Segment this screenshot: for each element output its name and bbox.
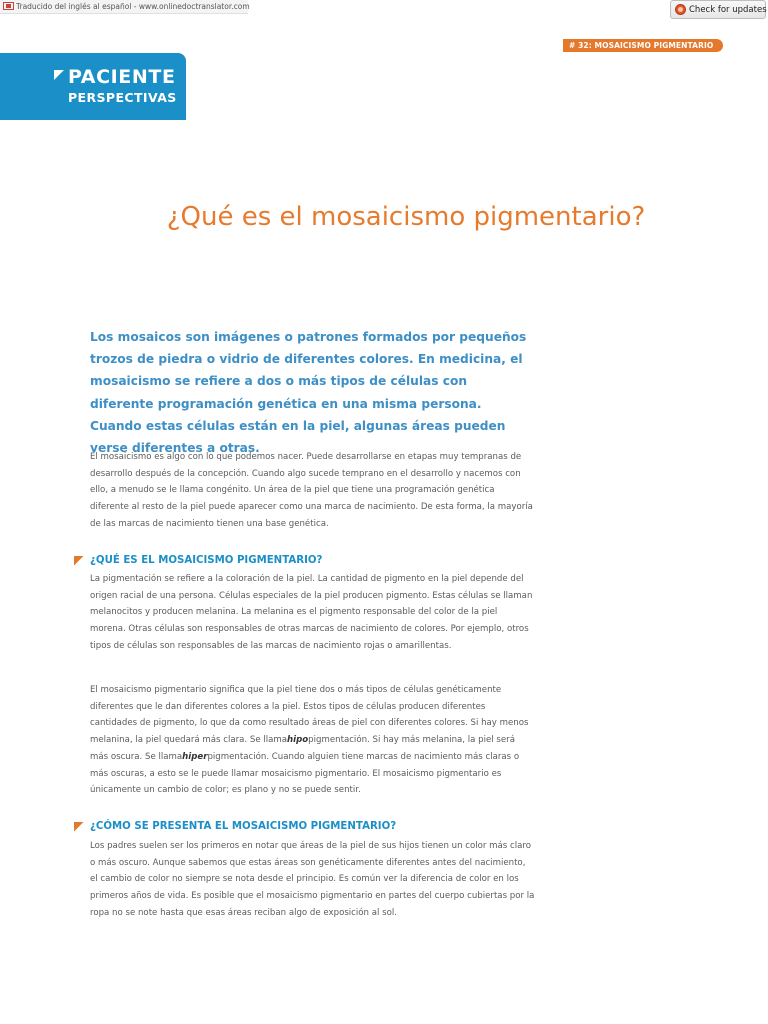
update-badge-icon xyxy=(675,4,686,15)
p3-part2: pigmentación. Si hay más melanina, la piel será más oscura. Se llama xyxy=(90,735,515,762)
section-heading-1-label: ¿QUÉ ES EL MOSAICISMO PIGMENTARIO? xyxy=(90,555,323,566)
brand-subtitle: PERSPECTIVAS xyxy=(68,90,177,105)
body-paragraph-4: Los padres suelen ser los primeros en notar que áreas de la piel de sus hijos tienen un color más claro o más oscuro. Aunque sabemos que estas áreas son genéticamente diferentes antes del nacimiento, el cambio de color no siempre se nota desde el principio. Es común ver la diferencia de color en los primeros años de vida. Es posible que el mosaicismo pigmentario en partes del cuerpo cubiertas por la ropa no se note hasta que esas áreas reciban algo de exposición al sol. xyxy=(90,841,535,918)
section-marker-icon xyxy=(74,556,84,566)
brand-title: PACIENTE xyxy=(68,66,176,88)
translator-notice[interactable] xyxy=(0,0,248,14)
p3-part3: pigmentación. Cuando alguien tiene marcas de nacimiento más claras o más oscuras, a esto se le puede llamar mosaicismo pigmentario. El mosaicismo pigmentario es únicamente un cambio de color; es plano y no se puede sentir. xyxy=(90,751,520,796)
translator-notice-text[interactable]: Traducido del inglés al español - www.onlinedoctranslator.com xyxy=(16,2,250,11)
p3-part1: El mosaicismo pigmentario significa que la piel tiene dos o más tipos de células genéticamente diferentes que le dan diferentes colores a la piel. Estos tipos de células producen diferentes cantidades de pigmento, lo que da como resultado áreas de piel con diferentes colores. Si hay menos melanina, la piel quedará más clara. Se llama xyxy=(90,685,529,746)
section-heading-2-label: ¿CÓMO SE PRESENTA EL MOSAICISMO PIGMENTARIO? xyxy=(90,821,397,832)
page-title: ¿Qué es el mosaicismo pigmentario? xyxy=(166,202,646,232)
section-marker-icon xyxy=(74,822,84,832)
section-heading-1 xyxy=(74,550,322,564)
section-heading-2 xyxy=(74,816,396,830)
body-paragraph-1: El mosaicismo es algo con lo que podemos nacer. Puede desarrollarse en etapas muy tempranas de desarrollo después de la concepción. Cuando algo sucede temprano en el desarrollo y nacemos con ello, a menudo se le llama congénito. Un área de la piel que tiene una programación genética diferente al resto de la piel puede aparecer como una marca de nacimiento. De esta forma, la mayoría de las marcas de nacimiento tienen una base genética. xyxy=(90,452,533,529)
series-tag: # 32: MOSAICISMO PIGMENTARIO xyxy=(563,39,723,52)
intro-paragraph: Los mosaicos son imágenes o patrones formados por pequeños trozos de piedra o vidrio de diferentes colores. En medicina, el mosaicismo se refiere a dos o más tipos de células con diferente programación genética en una misma persona. Cuando estas células están en la piel, algunas áreas pueden verse diferentes a otras. xyxy=(90,330,527,456)
term-hipo: hipo xyxy=(287,735,309,746)
term-hiper: hiper xyxy=(182,751,208,762)
check-for-updates-label: Check for updates xyxy=(689,5,767,15)
body-paragraph-2: La pigmentación se refiere a la coloración de la piel. La cantidad de pigmento en la piel depende del origen racial de una persona. Células especiales de la piel producen pigmento. Estas células se llaman melanocitos y producen melanina. La melanina es el pigmento responsable del color de la piel morena. Otras células son responsables de otras marcas de nacimiento de colores. Por ejemplo, otros tipos de células son responsables de las marcas de nacimiento rojas o amarillentas. xyxy=(90,574,533,651)
check-for-updates-button[interactable] xyxy=(670,0,766,19)
body-paragraph-3 xyxy=(90,682,535,799)
translate-doc-icon xyxy=(3,2,14,10)
